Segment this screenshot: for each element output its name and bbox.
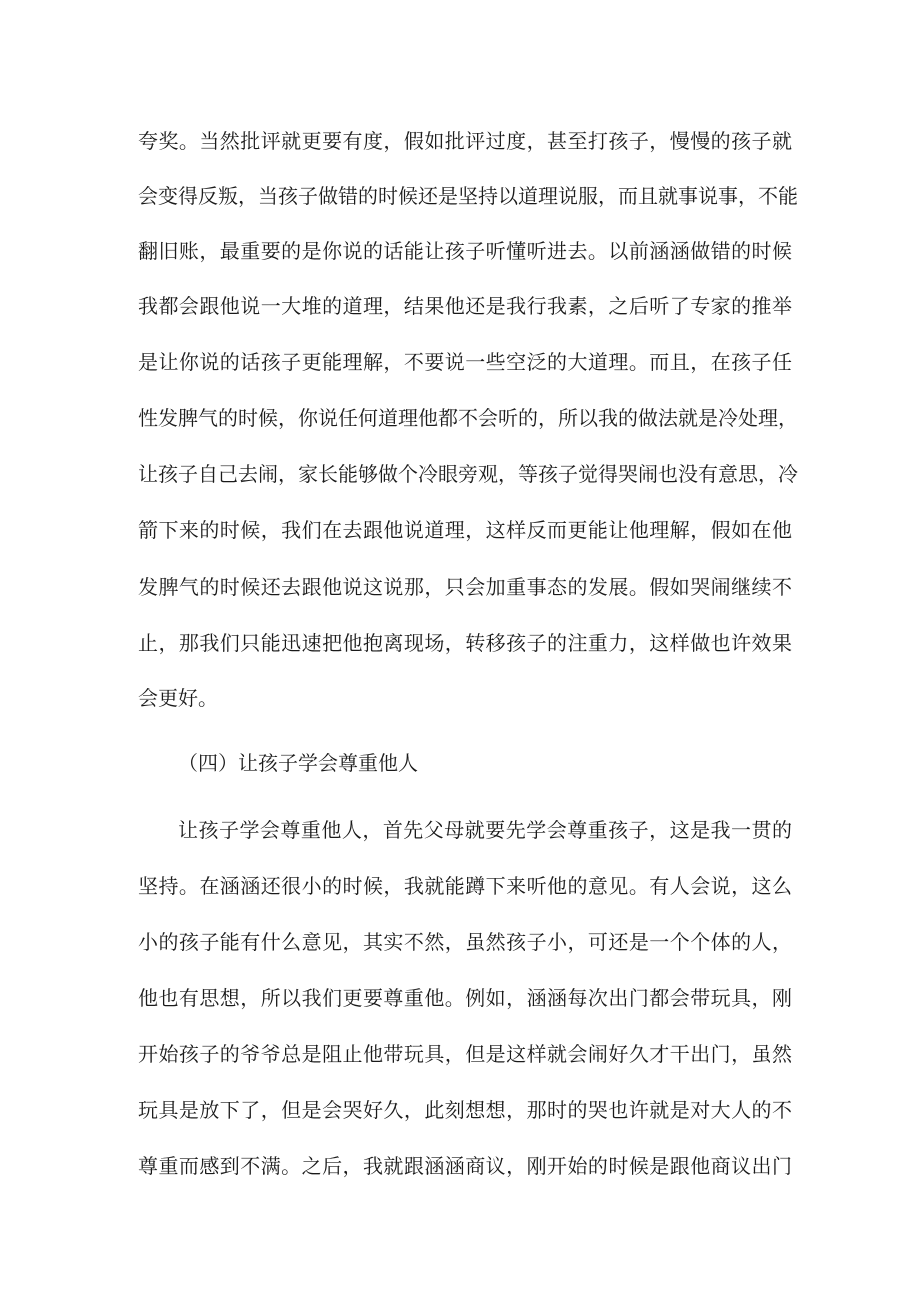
- paragraph-line: 箭下来的时候，我们在去跟他说道理，这样反而更能让他理解，假如在他: [138, 518, 792, 542]
- paragraph-line: 是让你说的话孩子更能理解，不要说一些空泛的大道理。而且，在孩子任: [138, 350, 792, 374]
- paragraph-line: 会更好。: [138, 686, 218, 710]
- paragraph-line: 让孩子学会尊重他人，首先父母就要先学会尊重孩子，这是我一贯的: [178, 818, 792, 842]
- paragraph-line: 翻旧账，最重要的是你说的话能让孩子听懂听进去。以前涵涵做错的时候: [138, 239, 792, 263]
- paragraph-line: 他也有思想，所以我们更要尊重他。例如，涵涵每次出门都会带玩具，刚: [138, 986, 792, 1010]
- paragraph-line: 发脾气的时候还去跟他说这说那，只会加重事态的发展。假如哭闹继续不: [138, 575, 792, 599]
- paragraph-line: 夸奖。当然批评就更要有度，假如批评过度，甚至打孩子，慢慢的孩子就: [138, 129, 792, 153]
- paragraph-line: 会变得反叛，当孩子做错的时候还是坚持以道理说服，而且就事说事，不能: [138, 184, 798, 208]
- section-heading: （四）让孩子学会尊重他人: [178, 751, 418, 775]
- paragraph-line: 开始孩子的爷爷总是阻止他带玩具，但是这样就会闹好久才干出门，虽然: [138, 1042, 792, 1066]
- paragraph-line: 尊重而感到不满。之后，我就跟涵涵商议，刚开始的时候是跟他商议出门: [138, 1154, 792, 1178]
- paragraph-line: 玩具是放下了，但是会哭好久，此刻想想，那时的哭也许就是对大人的不: [138, 1098, 792, 1122]
- paragraph-line: 我都会跟他说一大堆的道理，结果他还是我行我素，之后听了专家的推举: [138, 294, 792, 318]
- paragraph-line: 坚持。在涵涵还很小的时候，我就能蹲下来听他的意见。有人会说，这么: [138, 874, 792, 898]
- paragraph-line: 止，那我们只能迅速把他抱离现场，转移孩子的注重力，这样做也许效果: [138, 631, 792, 655]
- paragraph-line: 小的孩子能有什么意见，其实不然，虽然孩子小，可还是一个个体的人，: [138, 930, 792, 954]
- paragraph-line: 性发脾气的时候，你说任何道理他都不会听的，所以我的做法就是冷处理，: [138, 406, 798, 430]
- paragraph-line: 让孩子自己去闹，家长能够做个冷眼旁观，等孩子觉得哭闹也没有意思，冷: [138, 462, 798, 486]
